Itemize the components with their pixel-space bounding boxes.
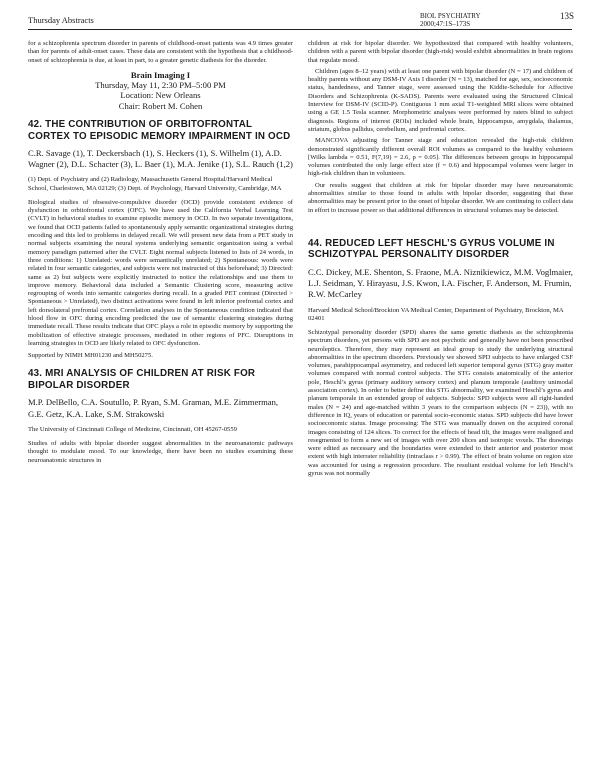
session-title: Brain Imaging I <box>130 69 191 80</box>
session-time: Thursday, May 11, 2:30 PM–5:00 PM <box>95 80 226 91</box>
abstract-44-body: Schizotypal personality disorder (SPD) shares the same genetic diathesis as the schizophrenia spectrum disorders, yet persons with SPD are not psychotic and generally have not been prescribed neuroleptics. Therefore, they may represent an ideal group to study the underlying structural abnormalities in the spectrum disorders. Previously we showed SPD subjects to have enlarged CSF volumes, parahippocampal asymmetry, and reduced left superior temporal gyrus (STG) gray matter volumes compared with normal control subjects. The STG consists anatomically of the anterior pole, Heschl’s gyrus (primary auditory sensory cortex) and planum temporale (auditory unimodal association cortex). In order to better define this STG abnormality, we examined Heschl’s gyrus and planum temporale in an extended group of subjects. Subjects: SPD subjects were all right-handed males (N = 24) and age-matched within 3 years to the comparison subjects (N = 23)), with no difference in IQ, years of education or parental socio-economic status. SPD subjects did have lower socioeconomic status. Image processing: The STG was manually drawn on the acquired coronal images consisting of 124 slices. To correct for the effects of head tilt, the images were realigned and resegmented to form a new set of images with over 200 slices and isotropic voxels. The drawings were edited as necessary and the boundaries were extended to their anterior and posterior most extent with high interrater reliability (intraclass r > 0.99). The effect of brain volume on region size was accounted for using a regression procedure. The resultant residual volume for left Heschl’s gyrus was not normally <box>308 328 573 477</box>
header-rule <box>28 29 572 30</box>
abstract-44-authors: C.C. Dickey, M.E. Shenton, S. Fraone, M.A. Niznikiewicz, M.M. Voglmaier, L.J. Seidman, Y. Hirayasu, J.S. Kwon, I.A. Fischer, F. Anderson, M. Frumin, R.W. McCarley <box>308 266 573 300</box>
left-column <box>28 40 293 468</box>
abstract-43-body-cont-2: Children (ages 8–12 years) with at least one parent with bipolar disorder (N = 17) and children of healthy parents without any DSM-IV Axis I disorder (N = 13), matched for age, sex, socioeconomic status, handedness, and Tanner stage, were assessed using the Kiddie-Schedule for Affective Disorders and Schizophrenia (K-SADS). Parents were evaluated using the Structured Clinical Interview for DSM-IV (SCID-P). Contiguous 1 mm axial T1-weighted MRI slices were obtained using a GE 1.5 Tesla scanner. Morphometric analyses were performed by raters blind to subject diagnosis. Regions of interest (ROIs) included whole brain, hippocampus, amygdala, thalamus, striatum, globus pallidus, cerebellum, and prefrontal cortex. <box>308 67 573 133</box>
abstract-42-affiliation: (1) Dept. of Psychiatry and (2) Radiology, Massachusetts General Hospital/Harvard Medical School, Charlestown, MA 02129; (3) Dept. of Psychology, Harvard University, Cambridge, MA <box>28 176 282 192</box>
abstract-43-affiliation: The University of Cincinnati College of Medicine, Cincinnati, OH 45267-0559 <box>28 425 237 433</box>
abstract-43-body-cont-3: MANCOVA adjusting for Tanner stage and education revealed the high-risk children demonstrated significantly different overall ROI volumes as compared to the healthy volunteers [Wilks lambda = 0.51, F(7,19) = 2.6, p = 0.05]. The differences between groups in hippocampal volumes contributed the only large effect size (f = 0.6) and hippocampal volumes were larger in high-risk children than in volunteers. <box>308 137 573 178</box>
abstract-43-body: Studies of adults with bipolar disorder suggest abnormalities in the neuroanatomic pathways thought to modulate mood. To our knowledge, there have been no studies examining these neuroanatomic structures in <box>28 440 293 464</box>
abstract-43-body-cont-1: children at risk for bipolar disorder. We hypothesized that compared with healthy volunteers, children with a parent with bipolar disorder (high-risk) would exhibit abnormalities in brain regions that regulate mood. <box>308 40 573 64</box>
abstract-44-affiliation: Harvard Medical School/Brockton VA Medical Center, Department of Psychiatry, Brockton, MA 02401 <box>308 306 564 322</box>
journal-name: BIOL PSYCHIATRY <box>420 12 481 20</box>
session-chair: Chair: Robert M. Cohen <box>118 100 203 111</box>
right-column <box>308 40 573 481</box>
abstract-43-body-cont-4: Our results suggest that children at risk for bipolar disorder may have neuroanatomic abnormalities similar to those found in adults with bipolar disorder, suggesting that these abnormalities may be present prior to the onset of bipolar disorder. We are continuing to collect data in effort to increase power so that additional differences in structural volumes may be detected. <box>308 181 573 214</box>
journal-citation <box>420 11 575 28</box>
section-spacer <box>308 218 573 230</box>
abstract-44-title: 44. REDUCED LEFT HESCHL’S GYRUS VOLUME IN SCHIZOTYPAL PERSONALITY DISORDER <box>308 237 555 261</box>
abstract-42-support: Supported by NIMH MH01230 and MH50275. <box>28 352 153 360</box>
abstract-42-authors: C.R. Savage (1), T. Deckersbach (1), S. Heckers (1), S. Wilhelm (1), A.D. Wagner (2), D.L. Schacter (3), L. Baer (1), M.A. Jenike (1), S.L. Rauch (1,2) <box>28 148 293 170</box>
continued-text: for a schizophrenia spectrum disorder in parents of childhood-onset patients was 4.9 times greater than for parents of adult-onset cases. These data are consistent with the hypothesis that a childhood-onset of schizophrenia is due, at least in part, to a greater genetic diathesis for the disorder. <box>28 40 293 64</box>
session-block <box>28 70 293 111</box>
journal-volume: 2000;47:1S–173S <box>420 20 471 28</box>
session-location: Location: New Orleans <box>120 90 201 101</box>
running-header-left: Thursday Abstracts <box>28 15 94 25</box>
abstract-43-authors: M.P. DelBello, C.A. Soutullo, P. Ryan, S.M. Graman, M.E. Zimmerman, G.E. Getz, K.A. Lake, S.M. Strakowski <box>28 397 279 419</box>
abstract-42-title: 42. THE CONTRIBUTION OF ORBITOFRONTAL CORTEX TO EPISODIC MEMORY IMPAIRMENT IN OCD <box>28 119 291 142</box>
abstract-43-title: 43. MRI ANALYSIS OF CHILDREN AT RISK FOR BIPOLAR DISORDER <box>28 368 256 391</box>
page-number: 13S <box>560 11 575 21</box>
abstract-42-body: Biological studies of obsessive-compulsive disorder (OCD) provide consistent evidence of dysfunction in orbitofrontal cortex (OFC). We have used the California Verbal Learning Test (CVLT) in behavioral studies to examine episodic memory in OCD. In two separate investigations, we found that OCD patients failed to spontaneously apply semantic organizational strategies during encoding and this led to problems in delayed recall. We will present new data from a PET study in normal subjects examining the neural systems underlying semantic organization using a verbal memory paradigm patterned after the CVLT. Eight normal subjects listened to lists of 24 words, in three conditions: 1) Unrelated: words were semantically unrelated; 2) Spontaneous: words were related in four semantic categories, and subjects were not instructed of this beforehand; 3) Directed: same as 2) but subjects were explicitly instructed to notice the relationships and use them to improve memory. Behavioral data included a Semantic Clustering score, measuring active regrouping of words into semantic categories during recall. In a graded PET contrast (Directed > Spontaneous > Unrelated), two distinct activations were found in left inferior prefrontal cortex and left dorsolateral prefrontal cortex. Correlation analyses in the Spontaneous condition indicated that blood flow in OFC during encoding predicted the use of semantic clustering strategies during immediate recall. These results indicate that OFC plays a role in episodic memory by supporting the mobilization of effective strategic processes, mediated in other regions of PFC. Disruptions in learning strategies in OCD are likely related to OFC dysfunction. <box>28 198 293 347</box>
